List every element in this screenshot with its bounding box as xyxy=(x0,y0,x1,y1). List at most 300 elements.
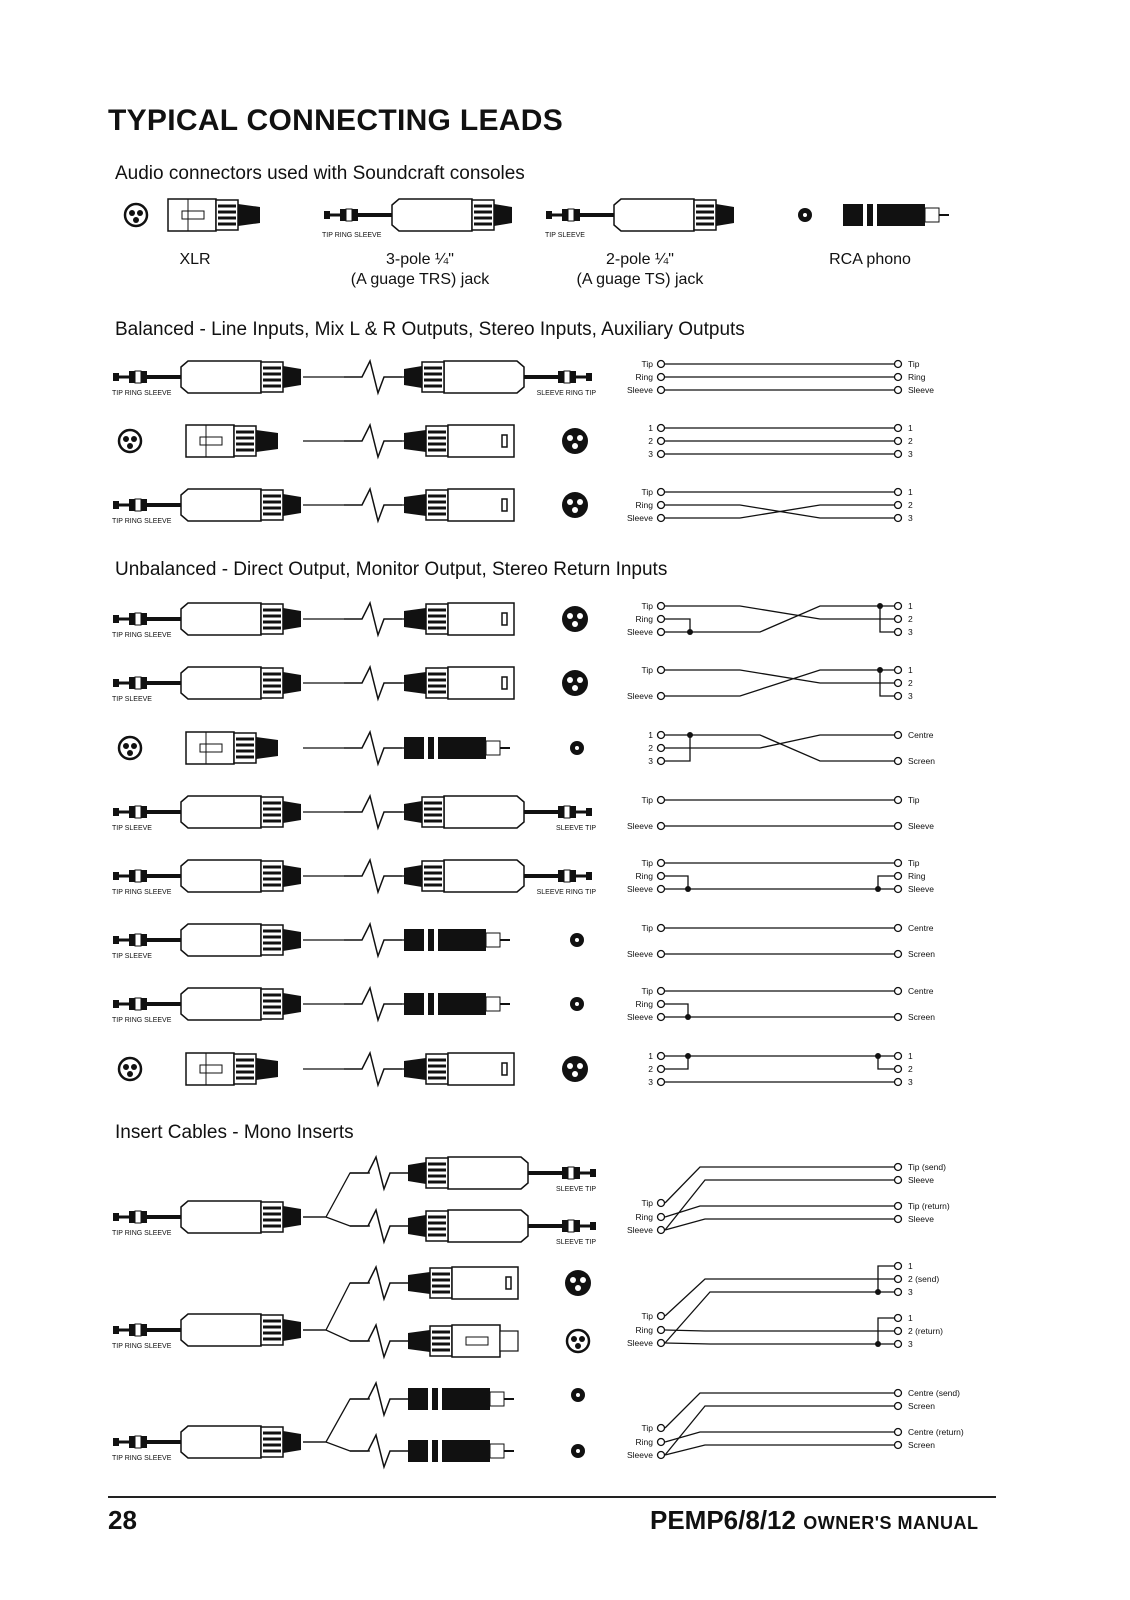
right-pin-label: Sleeve xyxy=(908,1214,934,1224)
jack-pole-label: TIP RING SLEEVE xyxy=(112,390,172,397)
wire xyxy=(665,1393,894,1428)
left-pin-label: Ring xyxy=(635,614,653,624)
left-pin xyxy=(658,1452,665,1459)
right-pin xyxy=(895,1442,902,1449)
section-unbalanced-heading: Unbalanced - Direct Output, Monitor Output, Stereo Return Inputs xyxy=(115,559,668,580)
right-pin-label: Tip xyxy=(908,359,920,369)
left-pin-label: Sleeve xyxy=(627,1012,653,1022)
right-pin-label: Screen xyxy=(908,1440,935,1450)
right-pin-label: Screen xyxy=(908,756,935,766)
cable-break-icon xyxy=(344,1053,402,1085)
right-rca-face-icon xyxy=(570,933,584,947)
cable-break-icon xyxy=(344,489,402,521)
right-pin-label: 2 xyxy=(908,614,913,624)
cable-break-icon xyxy=(344,988,402,1020)
jack-pole-label: TIP SLEEVE xyxy=(112,953,152,960)
ts-jack-icon xyxy=(546,199,734,231)
left-pin-label: Sleeve xyxy=(627,1225,653,1235)
right-pin-label: 3 xyxy=(908,1339,913,1349)
right-pin-label: 2 (return) xyxy=(908,1326,943,1336)
left-pin xyxy=(658,1200,665,1207)
cable-break-icon xyxy=(350,1435,408,1467)
right-xlr-face-icon xyxy=(562,606,588,632)
left-pin-label: 2 xyxy=(648,743,653,753)
left-pin-label: 2 xyxy=(648,436,653,446)
left-pin xyxy=(658,988,665,995)
left-pin-label: 3 xyxy=(648,1077,653,1087)
manual-name xyxy=(650,1505,979,1536)
right-rca-face-icon xyxy=(570,997,584,1011)
left-jack-plug-icon xyxy=(113,603,301,635)
right-pin-label: Sleeve xyxy=(908,884,934,894)
left-pin-label: Sleeve xyxy=(627,1338,653,1348)
right-pin-label: 1 xyxy=(908,1313,913,1323)
right-pin-label: 3 xyxy=(908,1077,913,1087)
junction-dot xyxy=(875,1053,881,1059)
right-xlr-plug-icon xyxy=(404,489,514,521)
left-pin-label: Sleeve xyxy=(627,884,653,894)
left-pin-label: 3 xyxy=(648,449,653,459)
junction-dot xyxy=(875,886,881,892)
left-pin-label: Ring xyxy=(635,1325,653,1335)
insert-split-cable xyxy=(303,1217,370,1226)
right-pin xyxy=(895,1429,902,1436)
right-pin xyxy=(895,1328,902,1335)
wire xyxy=(665,735,894,748)
right-pin xyxy=(895,732,902,739)
right-xlr-face-icon xyxy=(562,1056,588,1082)
left-pin xyxy=(658,489,665,496)
right-pin-label: Ring xyxy=(908,871,926,881)
insert-right-rca-plug-icon xyxy=(408,1388,514,1410)
right-pin-label: 3 xyxy=(908,627,913,637)
wire xyxy=(665,1206,894,1217)
right-pin xyxy=(895,988,902,995)
right-pin-label: 2 xyxy=(908,1064,913,1074)
junction-dot xyxy=(875,1341,881,1347)
left-pin xyxy=(658,886,665,893)
left-pin xyxy=(658,502,665,509)
insert-right-rca-plug-icon xyxy=(408,1440,514,1462)
left-pin xyxy=(658,1327,665,1334)
right-jack-plug-icon xyxy=(404,796,592,828)
left-pin xyxy=(658,873,665,880)
left-pin xyxy=(658,1439,665,1446)
right-pin xyxy=(895,489,902,496)
left-pin xyxy=(658,629,665,636)
right-pin xyxy=(895,758,902,765)
left-pin xyxy=(658,758,665,765)
wire xyxy=(665,1343,894,1344)
right-pin-label: Centre xyxy=(908,730,934,740)
wire xyxy=(665,1330,894,1331)
left-pin-label: Sleeve xyxy=(627,949,653,959)
junction-dot xyxy=(685,1014,691,1020)
cable-break-icon xyxy=(344,603,402,635)
left-pin xyxy=(658,745,665,752)
right-pin xyxy=(895,1315,902,1322)
right-pin-label: Tip xyxy=(908,858,920,868)
right-xlr-plug-icon xyxy=(404,667,514,699)
right-xlr-face-icon xyxy=(562,492,588,518)
left-xlr-face-icon xyxy=(119,737,141,759)
right-xlr-plug-icon xyxy=(404,1053,514,1085)
right-pin-label: Sleeve xyxy=(908,385,934,395)
right-pin xyxy=(895,1164,902,1171)
right-pin-label: 1 xyxy=(908,665,913,675)
section-insert-heading: Insert Cables - Mono Inserts xyxy=(115,1122,354,1143)
junction-dot xyxy=(875,1289,881,1295)
xlr-face-icon xyxy=(125,204,147,226)
right-pin xyxy=(895,451,902,458)
left-pin-label: Tip xyxy=(641,665,653,675)
right-pin xyxy=(895,1216,902,1223)
left-pin xyxy=(658,451,665,458)
left-pin-label: Tip xyxy=(641,858,653,868)
right-rca-plug-icon xyxy=(404,737,510,759)
left-pin-label: Tip xyxy=(641,487,653,497)
left-pin-label: Sleeve xyxy=(627,385,653,395)
right-xlr-plug-icon xyxy=(404,603,514,635)
insert-rca-face-icon xyxy=(571,1444,585,1458)
right-pin xyxy=(895,860,902,867)
right-pin xyxy=(895,1263,902,1270)
left-pin xyxy=(658,1014,665,1021)
left-jack-plug-icon xyxy=(113,924,301,956)
insert-split-cable xyxy=(303,1399,370,1442)
right-pin xyxy=(895,873,902,880)
jack-pole-label: TIP RING SLEEVE xyxy=(112,1343,172,1350)
right-pin-label: 3 xyxy=(908,513,913,523)
right-pin xyxy=(895,1053,902,1060)
left-pin-label: Ring xyxy=(635,372,653,382)
jack-pole-label: TIP RING SLEEVE xyxy=(112,1017,172,1024)
left-pin xyxy=(658,387,665,394)
left-pin-label: Ring xyxy=(635,1212,653,1222)
insert-rca-face-icon xyxy=(571,1388,585,1402)
left-pin-label: Ring xyxy=(635,999,653,1009)
cable-break-icon xyxy=(350,1383,408,1415)
right-pin-label: Centre (send) xyxy=(908,1388,960,1398)
insert-left-jack-plug-icon xyxy=(113,1426,301,1458)
junction-dot xyxy=(687,629,693,635)
wire xyxy=(665,670,894,683)
right-pin-label: 1 xyxy=(908,487,913,497)
left-jack-plug-icon xyxy=(113,796,301,828)
cable-break-icon xyxy=(350,1210,408,1242)
left-pin-label: Tip xyxy=(641,923,653,933)
left-pin xyxy=(658,438,665,445)
left-pin xyxy=(658,732,665,739)
right-pin-label: Screen xyxy=(908,1401,935,1411)
right-pin xyxy=(895,680,902,687)
cable-break-icon xyxy=(350,1325,408,1357)
left-pin-label: Tip xyxy=(641,986,653,996)
right-pin-label: 1 xyxy=(908,601,913,611)
right-pin-label: 3 xyxy=(908,691,913,701)
right-rca-plug-icon xyxy=(404,993,510,1015)
right-pin-label: 2 xyxy=(908,436,913,446)
left-pin-label: Sleeve xyxy=(627,821,653,831)
right-xlr-face-icon xyxy=(562,670,588,696)
manual-model: PEMP6/8/12 xyxy=(650,1505,796,1535)
right-pin xyxy=(895,1341,902,1348)
wire xyxy=(665,1219,894,1230)
wire xyxy=(665,619,690,632)
right-pin xyxy=(895,1390,902,1397)
right-pin xyxy=(895,1177,902,1184)
left-pin xyxy=(658,1313,665,1320)
right-pin xyxy=(895,515,902,522)
right-pin xyxy=(895,374,902,381)
xlr-connector-icon xyxy=(168,199,260,231)
cable-break-icon xyxy=(344,425,402,457)
left-pin xyxy=(658,797,665,804)
wire xyxy=(665,606,894,619)
rca-connector-icon xyxy=(843,204,949,226)
jack-pole-label: TIP RING SLEEVE xyxy=(112,1230,172,1237)
left-pin-label: 2 xyxy=(648,1064,653,1074)
right-pin xyxy=(895,886,902,893)
right-rca-face-icon xyxy=(570,741,584,755)
wire xyxy=(665,1445,894,1455)
left-pin xyxy=(658,1053,665,1060)
right-xlr-plug-icon xyxy=(404,425,514,457)
right-pin-label: Sleeve xyxy=(908,1175,934,1185)
jack-pole-label: TIP RING SLEEVE xyxy=(112,632,172,639)
right-pin xyxy=(895,438,902,445)
right-rca-plug-icon xyxy=(404,929,510,951)
right-pin-label: 2 xyxy=(908,500,913,510)
left-pin xyxy=(658,361,665,368)
left-pin xyxy=(658,1066,665,1073)
wire xyxy=(665,876,688,889)
jack-pole-label: TIP RING SLEEVE xyxy=(112,889,172,896)
right-pin xyxy=(895,951,902,958)
left-pin-label: Tip xyxy=(641,795,653,805)
insert-left-jack-plug-icon xyxy=(113,1201,301,1233)
wire xyxy=(878,1056,894,1069)
junction-dot xyxy=(685,1053,691,1059)
right-pin xyxy=(895,823,902,830)
left-pin xyxy=(658,951,665,958)
label-ts-jack-sub: (A guage TS) jack xyxy=(576,271,704,288)
right-pin-label: Centre xyxy=(908,923,934,933)
junction-dot xyxy=(877,603,883,609)
jack-pole-label: TIP SLEEVE xyxy=(112,825,152,832)
right-pin-label: 1 xyxy=(908,1261,913,1271)
right-pin xyxy=(895,1203,902,1210)
label-xlr: XLR xyxy=(179,251,211,268)
left-jack-plug-icon xyxy=(113,860,301,892)
insert-split-cable xyxy=(303,1173,370,1217)
right-pin xyxy=(895,387,902,394)
left-pin-label: 1 xyxy=(648,423,653,433)
right-pin xyxy=(895,1079,902,1086)
right-pin-label: Screen xyxy=(908,1012,935,1022)
left-jack-plug-icon xyxy=(113,667,301,699)
left-pin-label: Sleeve xyxy=(627,513,653,523)
left-pin-label: Ring xyxy=(635,500,653,510)
left-pin xyxy=(658,374,665,381)
insert-left-jack-plug-icon xyxy=(113,1314,301,1346)
left-pin-label: Sleeve xyxy=(627,1450,653,1460)
footer-divider xyxy=(108,1496,996,1498)
insert-split-cable xyxy=(303,1442,370,1451)
cable-break-icon xyxy=(350,1157,408,1189)
left-xlr-plug-icon xyxy=(186,425,278,457)
left-pin xyxy=(658,1227,665,1234)
left-jack-plug-icon xyxy=(113,361,301,393)
left-pin xyxy=(658,693,665,700)
left-pin xyxy=(658,1079,665,1086)
left-jack-plug-icon xyxy=(113,988,301,1020)
jack-pole-label: TIP SLEEVE xyxy=(112,696,152,703)
insert-split-cable xyxy=(303,1330,370,1341)
insert-xlr-face-icon xyxy=(567,1330,589,1352)
wire xyxy=(665,505,894,518)
insert-split-cable xyxy=(303,1283,370,1330)
left-pin xyxy=(658,616,665,623)
left-pin xyxy=(658,667,665,674)
right-pin-label: 2 xyxy=(908,678,913,688)
junction-dot xyxy=(877,667,883,673)
right-pin xyxy=(895,603,902,610)
right-pin xyxy=(895,925,902,932)
label-trs-jack-title: 3-pole ¼" xyxy=(386,251,454,268)
left-pin xyxy=(658,603,665,610)
left-pin-label: Ring xyxy=(635,871,653,881)
right-pin xyxy=(895,629,902,636)
section-balanced-heading: Balanced - Line Inputs, Mix L & R Outputs, Stereo Inputs, Auxiliary Outputs xyxy=(115,319,745,340)
connectors-heading: Audio connectors used with Soundcraft consoles xyxy=(115,163,525,184)
left-pin-label: Sleeve xyxy=(627,627,653,637)
right-pin-label: Sleeve xyxy=(908,821,934,831)
right-jack-plug-icon xyxy=(404,860,592,892)
junction-dot xyxy=(685,886,691,892)
right-pin-label: Centre (return) xyxy=(908,1427,964,1437)
jack-pole-label: SLEEVE RING TIP xyxy=(536,390,596,397)
cable-break-icon xyxy=(344,924,402,956)
right-pin-label: 2 (send) xyxy=(908,1274,940,1284)
insert-right-jack-plug-icon xyxy=(408,1210,596,1242)
right-pin-label: 3 xyxy=(908,449,913,459)
right-pin xyxy=(895,693,902,700)
right-jack-plug-icon xyxy=(404,361,592,393)
right-pin xyxy=(895,1014,902,1021)
right-pin-label: Ring xyxy=(908,372,926,382)
label-trs-jack-sub: (A guage TRS) jack xyxy=(350,271,490,288)
jack-pole-label: TIP RING SLEEVE xyxy=(112,1455,172,1462)
left-pin xyxy=(658,1214,665,1221)
wire xyxy=(665,1167,894,1203)
right-pin-label: Screen xyxy=(908,949,935,959)
wire xyxy=(665,1056,688,1069)
wire xyxy=(665,1180,894,1230)
left-pin xyxy=(658,1425,665,1432)
right-xlr-face-icon xyxy=(562,428,588,454)
left-xlr-face-icon xyxy=(119,1058,141,1080)
left-pin xyxy=(658,860,665,867)
left-pin-label: 3 xyxy=(648,756,653,766)
left-pin-label: Tip xyxy=(641,1198,653,1208)
right-pin-label: 3 xyxy=(908,1287,913,1297)
page-title: TYPICAL CONNECTING LEADS xyxy=(108,104,564,137)
page-number: 28 xyxy=(108,1505,137,1535)
wire xyxy=(665,1004,688,1017)
right-pin-label: Tip xyxy=(908,795,920,805)
wire xyxy=(665,1292,894,1343)
right-pin-label: Tip (send) xyxy=(908,1162,946,1172)
cable-break-icon xyxy=(344,796,402,828)
left-pin-label: Tip xyxy=(641,359,653,369)
right-pin xyxy=(895,1289,902,1296)
jack-pole-label: SLEEVE TIP xyxy=(556,1239,596,1246)
label-rca: RCA phono xyxy=(829,251,911,268)
cable-break-icon xyxy=(344,667,402,699)
wire xyxy=(878,876,894,889)
jack-pole-label: SLEEVE TIP xyxy=(556,1186,596,1193)
right-pin xyxy=(895,667,902,674)
left-pin xyxy=(658,823,665,830)
right-pin-label: 1 xyxy=(908,1051,913,1061)
left-pin-label: Tip xyxy=(641,601,653,611)
right-pin xyxy=(895,502,902,509)
wire xyxy=(665,1406,894,1455)
left-pin-label: Sleeve xyxy=(627,691,653,701)
insert-right-jack-plug-icon xyxy=(408,1157,596,1189)
left-pin-label: Tip xyxy=(641,1423,653,1433)
cable-break-icon xyxy=(344,732,402,764)
right-pin xyxy=(895,797,902,804)
right-pin xyxy=(895,1403,902,1410)
left-pin xyxy=(658,1340,665,1347)
insert-right-xlr-male-icon xyxy=(408,1325,518,1357)
jack-pole-label: TIP RING SLEEVE xyxy=(322,232,382,239)
jack-pole-label: TIP RING SLEEVE xyxy=(112,518,172,525)
left-jack-plug-icon xyxy=(113,489,301,521)
wire xyxy=(665,1279,894,1316)
left-pin xyxy=(658,515,665,522)
left-pin-label: 1 xyxy=(648,730,653,740)
right-pin-label: Centre xyxy=(908,986,934,996)
left-pin xyxy=(658,1001,665,1008)
left-xlr-plug-icon xyxy=(186,732,278,764)
trs-jack-icon xyxy=(324,199,512,231)
left-pin-label: 1 xyxy=(648,1051,653,1061)
right-pin xyxy=(895,616,902,623)
cable-break-icon xyxy=(344,860,402,892)
cable-break-icon xyxy=(350,1267,408,1299)
right-pin xyxy=(895,1066,902,1073)
jack-pole-label: SLEEVE RING TIP xyxy=(536,889,596,896)
left-pin xyxy=(658,425,665,432)
rca-face-icon xyxy=(798,208,812,222)
junction-dot xyxy=(687,732,693,738)
left-xlr-plug-icon xyxy=(186,1053,278,1085)
right-pin xyxy=(895,1276,902,1283)
manual-suffix: OWNER'S MANUAL xyxy=(803,1513,979,1533)
left-pin xyxy=(658,925,665,932)
right-pin-label: 1 xyxy=(908,423,913,433)
left-pin-label: Ring xyxy=(635,1437,653,1447)
insert-right-xlr-female-icon xyxy=(408,1267,518,1299)
right-pin xyxy=(895,425,902,432)
cable-break-icon xyxy=(344,361,402,393)
right-pin-label: Tip (return) xyxy=(908,1201,950,1211)
insert-xlr-face-icon xyxy=(565,1270,591,1296)
label-ts-jack-title: 2-pole ¼" xyxy=(606,251,674,268)
